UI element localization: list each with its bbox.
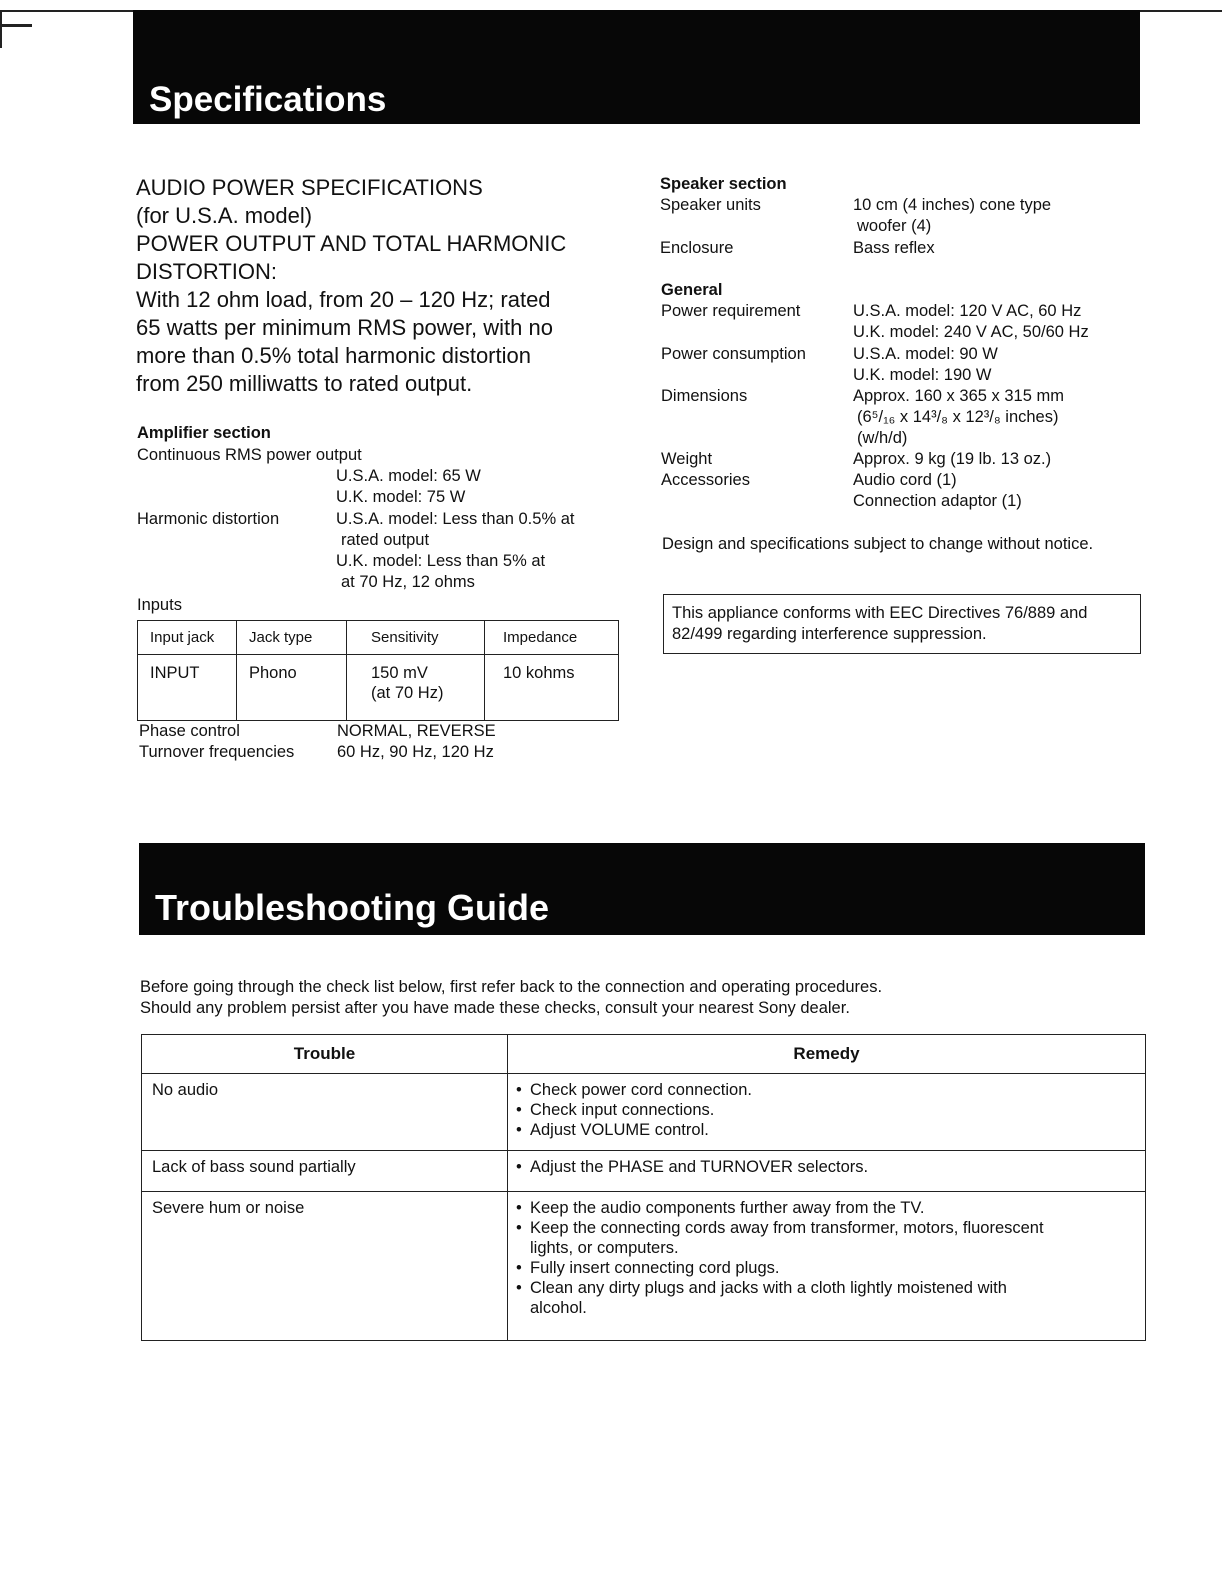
inputs-header-cell: Input jack (138, 621, 237, 655)
speaker-units-line: 10 cm (4 inches) cone type (853, 196, 1052, 214)
table-row (142, 1151, 1146, 1192)
speaker-units-values (853, 195, 1051, 237)
harmonic-distortion-values (336, 509, 574, 593)
inputs-cell-jack: INPUT (138, 655, 237, 721)
remedy-cell (508, 1192, 1146, 1341)
trouble-cell: Severe hum or noise (142, 1192, 508, 1341)
power-consumption-uk: U.K. model: 190 W (853, 366, 992, 384)
trouble-cell: No audio (142, 1074, 508, 1151)
enclosure-value: Bass reflex (853, 239, 935, 257)
audio-power-line2: (for U.S.A. model) (136, 203, 313, 228)
dimensions-order: (w/h/d) (857, 429, 908, 447)
eec-compliance-box (663, 594, 1141, 654)
continuous-power-usa: U.S.A. model: 65 W (336, 467, 481, 485)
remedy-item: • Keep the connecting cords away from transformer, motors, fluorescent lights, or computers. (516, 1218, 1056, 1258)
harmonic-uk: U.K. model: Less than 5% at (336, 552, 546, 570)
troubleshooting-header-row (142, 1035, 1146, 1074)
corner-tick-mark (0, 24, 32, 27)
harmonic-usa: U.S.A. model: Less than 0.5% at (336, 510, 575, 528)
inputs-header-cell: Sensitivity (347, 621, 485, 655)
trouble-cell: Lack of bass sound partially (142, 1151, 508, 1192)
general-heading: General (661, 281, 723, 299)
audio-power-line1: AUDIO POWER SPECIFICATIONS (136, 175, 483, 200)
intro-line: Should any problem persist after you have made these checks, consult your nearest Sony dealer. (140, 999, 850, 1017)
audio-power-body-line: With 12 ohm load, from 20 – 120 Hz; rated (136, 287, 551, 312)
audio-power-body-line: from 250 milliwatts to rated output. (136, 371, 473, 396)
amplifier-section-heading: Amplifier section (137, 424, 271, 442)
phase-control-label: Phase control (139, 722, 240, 740)
speaker-units-line: woofer (4) (857, 217, 932, 235)
continuous-power-values (336, 466, 481, 508)
troubleshooting-title: Troubleshooting Guide (155, 887, 549, 928)
turnover-value: 60 Hz, 90 Hz, 120 Hz (337, 743, 494, 761)
power-requirement-uk: U.K. model: 240 V AC, 50/60 Hz (853, 323, 1089, 341)
accessories-values (853, 470, 1022, 512)
remedy-cell (508, 1151, 1146, 1192)
corner-mark (0, 12, 2, 48)
eec-line: This appliance conforms with EEC Directives 76/889 and (672, 604, 1088, 622)
dimensions-values (853, 386, 1064, 449)
remedy-item: • Check power cord connection. (516, 1080, 1137, 1100)
audio-power-line3: POWER OUTPUT AND TOTAL HARMONIC (136, 231, 567, 256)
audio-power-line4: DISTORTION: (136, 259, 277, 284)
remedy-column-header: Remedy (508, 1035, 1146, 1074)
table-row (142, 1192, 1146, 1341)
remedy-item: • Keep the audio components further away from the TV. (516, 1198, 1056, 1218)
inputs-table-row (138, 655, 619, 721)
weight-value: Approx. 9 kg (19 lb. 13 oz.) (853, 450, 1052, 468)
continuous-power-uk: U.K. model: 75 W (336, 488, 466, 506)
accessory-item: Audio cord (1) (853, 471, 957, 489)
enclosure-label: Enclosure (660, 239, 734, 257)
inputs-header-cell: Jack type (237, 621, 347, 655)
remedy-item: • Adjust the PHASE and TURNOVER selectors. (516, 1157, 1137, 1177)
trouble-column-header: Trouble (142, 1035, 508, 1074)
specifications-notice: Design and specifications subject to change without notice. (662, 535, 1094, 553)
inputs-cell-type: Phono (237, 655, 347, 721)
audio-power-body-line: 65 watts per minimum RMS power, with no (136, 315, 553, 340)
remedy-item: • Adjust VOLUME control. (516, 1120, 1137, 1140)
inputs-cell-impedance: 10 kohms (485, 655, 619, 721)
troubleshooting-table (141, 1034, 1146, 1341)
remedy-item: • Check input connections. (516, 1100, 1137, 1120)
audio-power-body (136, 286, 626, 398)
harmonic-distortion-label: Harmonic distortion (137, 510, 280, 528)
speaker-section-heading: Speaker section (660, 175, 787, 193)
audio-power-body-line: more than 0.5% total harmonic distortion (136, 343, 531, 368)
harmonic-usa-cont: rated output (341, 531, 430, 549)
turnover-label: Turnover frequencies (139, 743, 295, 761)
audio-power-heading (136, 174, 626, 286)
continuous-power-label: Continuous RMS power output (137, 446, 362, 464)
power-requirement-values (853, 301, 1089, 343)
inputs-label: Inputs (137, 596, 182, 614)
dimensions-inches: (6⁵/₁₆ x 14³/₈ x 12³/₈ inches) (857, 408, 1059, 426)
weight-label: Weight (661, 450, 713, 468)
speaker-units-label: Speaker units (660, 196, 761, 214)
accessories-label: Accessories (661, 471, 750, 489)
specifications-title: Specifications (149, 80, 387, 119)
troubleshooting-header-bar (139, 843, 1145, 935)
power-requirement-usa: U.S.A. model: 120 V AC, 60 Hz (853, 302, 1082, 320)
dimensions-label: Dimensions (661, 387, 748, 405)
sensitivity-value: 150 mV (371, 664, 428, 682)
remedy-item: • Clean any dirty plugs and jacks with a cloth lightly moistened with alcohol. (516, 1278, 1056, 1318)
phase-control-value: NORMAL, REVERSE (337, 722, 496, 740)
remedy-item: • Fully insert connecting cord plugs. (516, 1258, 1056, 1278)
inputs-header-cell: Impedance (485, 621, 619, 655)
power-requirement-label: Power requirement (661, 302, 801, 320)
power-consumption-values (853, 344, 998, 386)
dimensions-mm: Approx. 160 x 365 x 315 mm (853, 387, 1064, 405)
inputs-cell-sensitivity (347, 655, 485, 721)
specifications-header-bar (133, 10, 1140, 124)
troubleshooting-intro (140, 977, 882, 1019)
inputs-table (137, 620, 619, 721)
sensitivity-note: (at 70 Hz) (371, 684, 444, 702)
power-consumption-label: Power consumption (661, 345, 806, 363)
harmonic-uk-cont: at 70 Hz, 12 ohms (341, 573, 475, 591)
inputs-table-header-row (138, 621, 619, 655)
remedy-cell (508, 1074, 1146, 1151)
power-consumption-usa: U.S.A. model: 90 W (853, 345, 998, 363)
table-row (142, 1074, 1146, 1151)
accessory-item: Connection adaptor (1) (853, 492, 1022, 510)
intro-line: Before going through the check list below, first refer back to the connection and operating procedures. (140, 978, 883, 996)
eec-line: 82/499 regarding interference suppression. (672, 625, 987, 643)
